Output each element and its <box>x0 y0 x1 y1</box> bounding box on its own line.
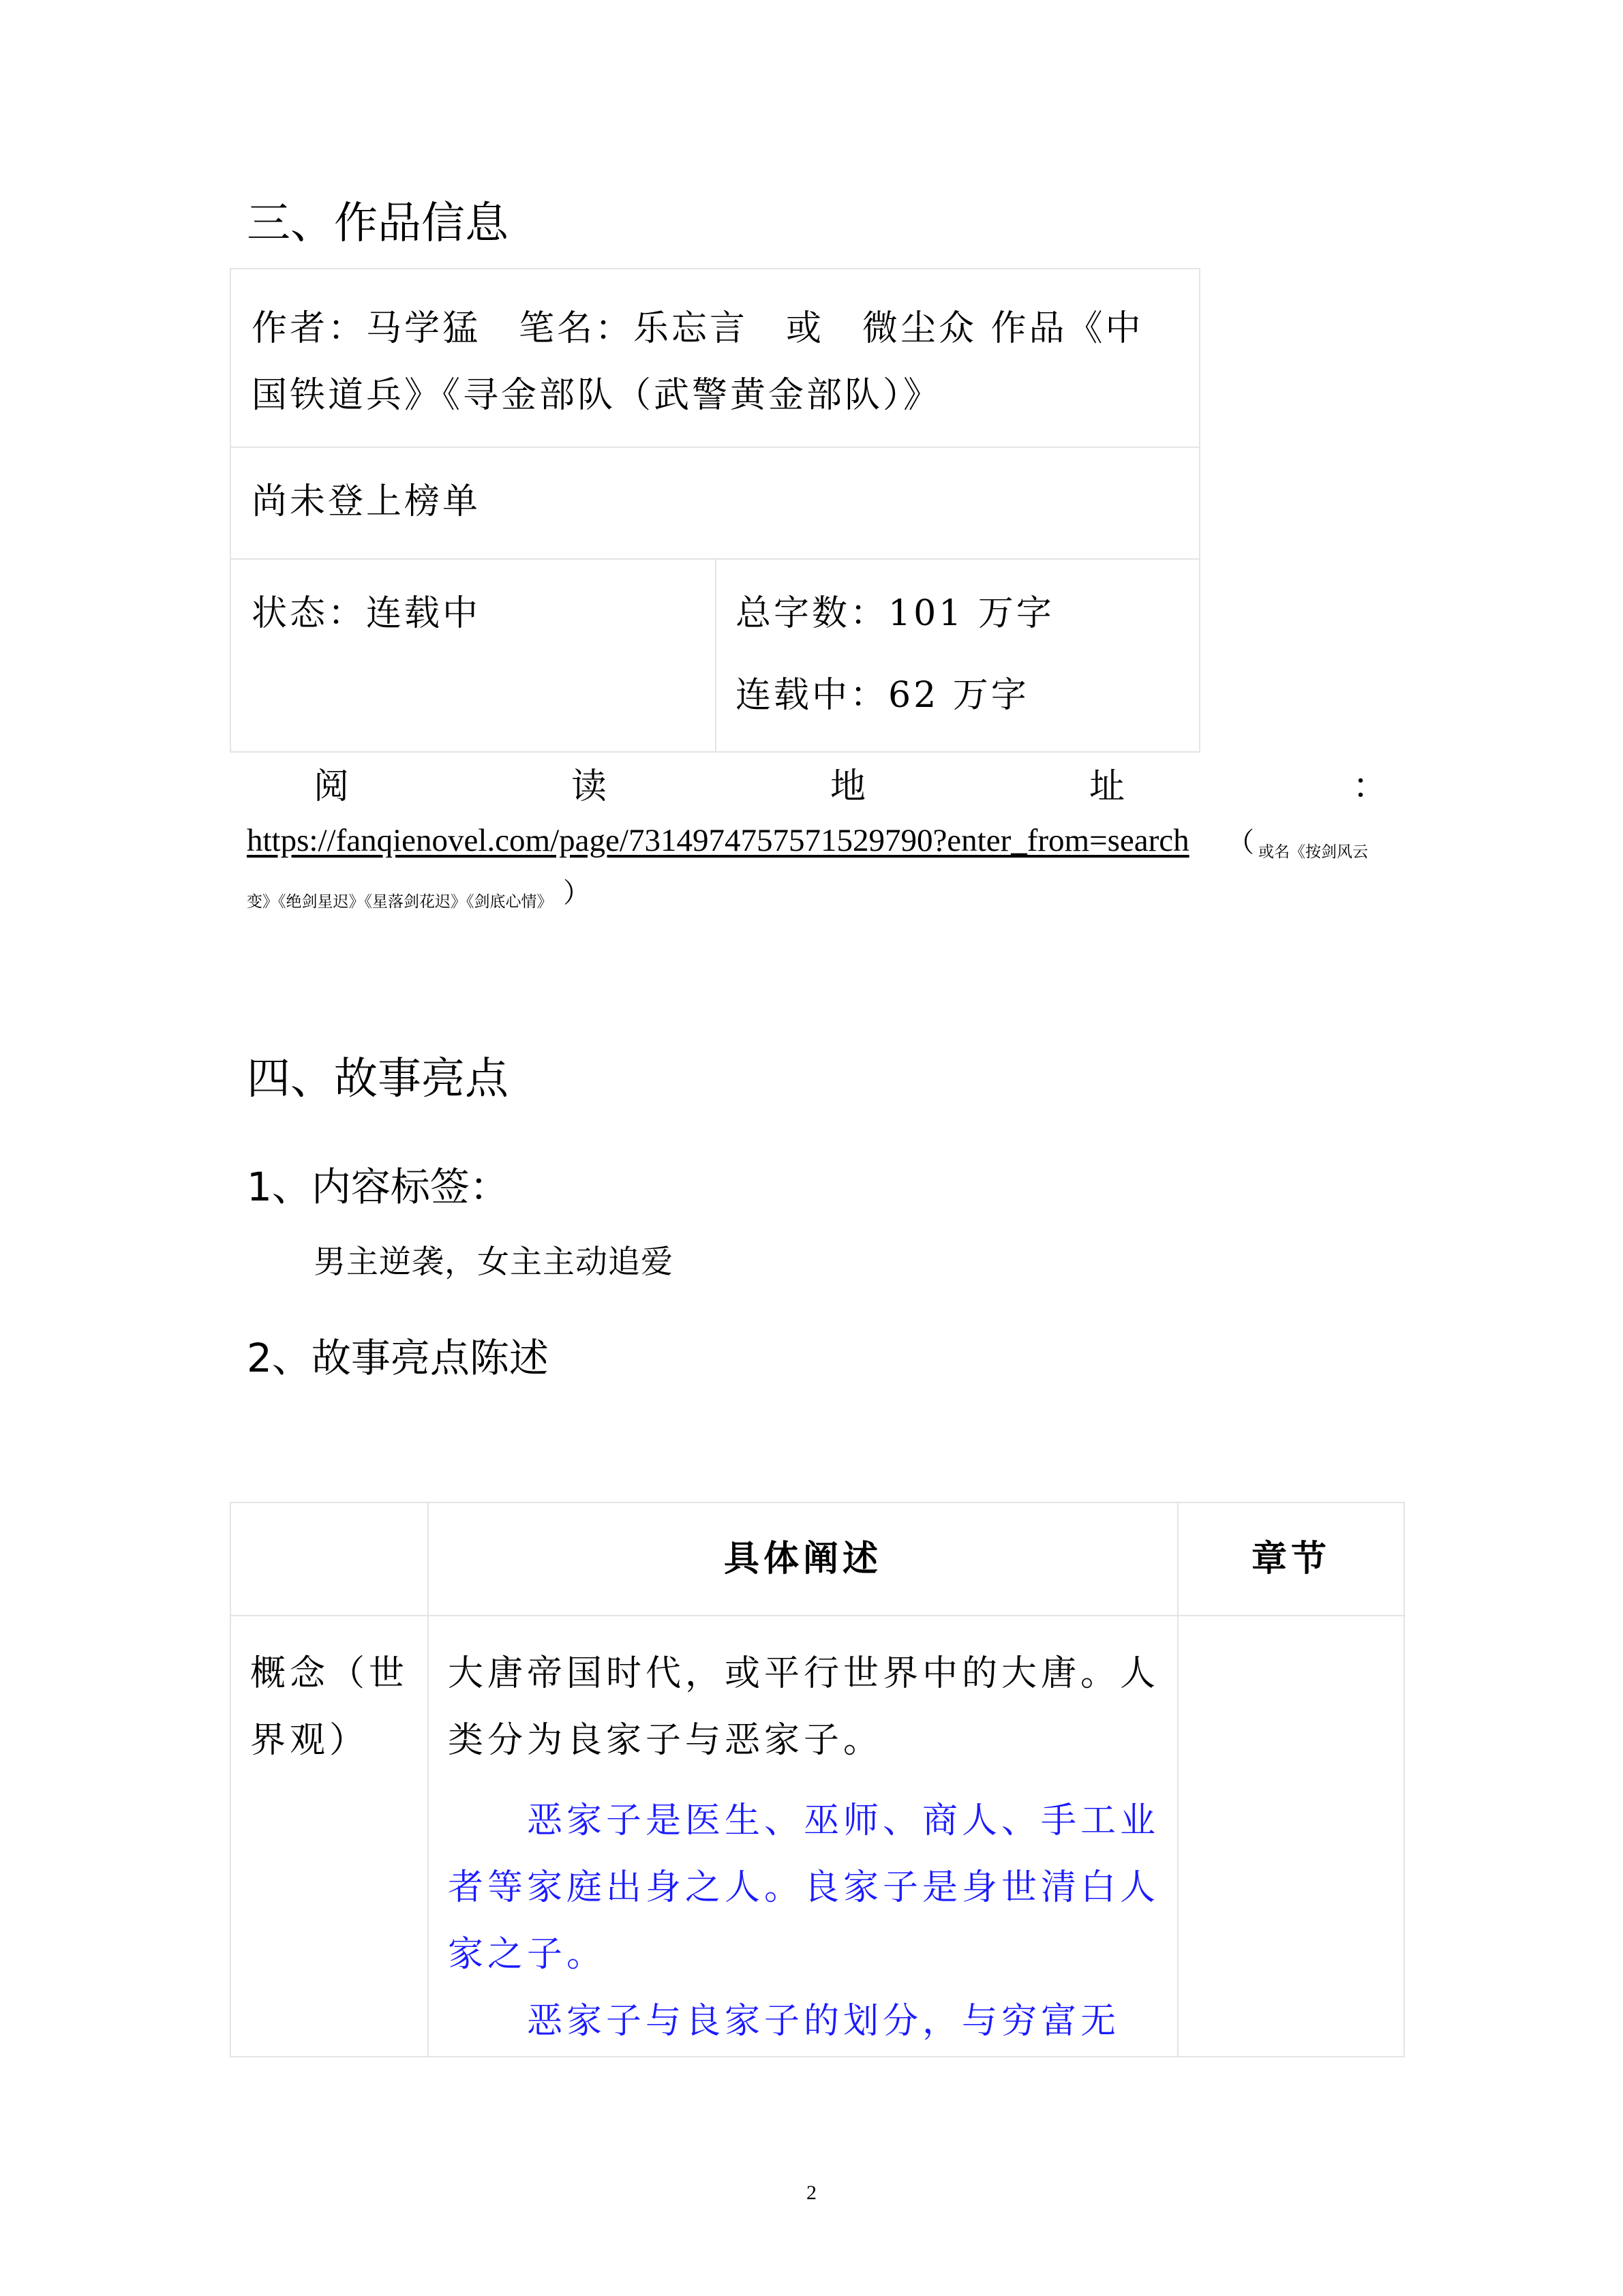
concept-blue-line-1: 恶家子是医生、巫师、商人、手工业 <box>448 1800 1160 1841</box>
serial-status: 状态：连载中 <box>252 593 481 634</box>
row-label-line-1: 概念（世 <box>250 1653 409 1694</box>
concept-text-line-1: 大唐帝国时代，或平行世界中的大唐。人 <box>448 1653 1160 1694</box>
header-description: 具体阐述 <box>723 1539 882 1580</box>
alt-names-note-1: 或名《按剑风云 <box>1258 843 1368 861</box>
concept-blue-line-4: 恶家子与良家子的划分，与穷富无 <box>448 2001 1121 2042</box>
status-row-divider <box>715 560 716 751</box>
alt-names-open-paren: （ <box>1227 827 1254 858</box>
concept-text-line-2: 类分为良家子与恶家子。 <box>448 1720 883 1761</box>
work-info-table <box>230 268 1200 753</box>
read-label-char-1: 阅 <box>314 766 350 807</box>
read-label-char-4: 址 <box>1089 766 1125 807</box>
section-heading-work-info: 三、作品信息 <box>247 198 509 249</box>
header-empty <box>231 1503 427 1615</box>
row-label-line-2: 界观） <box>250 1720 369 1761</box>
author-line-2: 国铁道兵》《寻金部队（武警黄金部队）》 <box>252 375 942 416</box>
story-highlights-table <box>230 1502 1405 2057</box>
section-heading-story-highlights: 四、故事亮点 <box>247 1054 509 1104</box>
read-label-char-5: ： <box>1352 766 1389 807</box>
highlights-statement-heading: 2、故事亮点陈述 <box>247 1335 549 1381</box>
header-divider <box>231 1615 1404 1616</box>
alt-names-note-2: 变》《绝剑星迟》《星落剑花迟》《剑底心情》 <box>247 893 553 911</box>
author-row <box>231 269 1199 448</box>
reading-url-link[interactable]: https://fanqienovel.com/page/7314974757571529790?enter_from=search <box>247 823 1189 858</box>
status-row <box>231 560 1199 751</box>
header-chapter: 章节 <box>1251 1539 1331 1580</box>
alt-names-close-paren: ） <box>563 877 590 909</box>
read-label-char-2: 读 <box>571 766 607 807</box>
concept-blue-line-2: 者等家庭出身之人。良家子是身世清白人 <box>448 1867 1160 1908</box>
author-line-1: 作者：马学猛 笔名：乐忘言 或 微尘众 作品《中 <box>252 308 1144 349</box>
concept-blue-line-3: 家之子。 <box>448 1934 607 1975</box>
page-number: 2 <box>806 2181 817 2204</box>
content-tags-text: 男主逆袭，女主主动追爱 <box>314 1243 673 1281</box>
read-label-char-3: 地 <box>830 766 866 807</box>
content-tags-heading: 1、内容标签： <box>247 1164 509 1210</box>
ranking-status: 尚未登上榜单 <box>252 481 481 522</box>
ranking-row <box>231 448 1199 560</box>
total-word-count: 总字数：101 万字 <box>735 593 1055 634</box>
serializing-word-count: 连载中：62 万字 <box>735 675 1029 716</box>
